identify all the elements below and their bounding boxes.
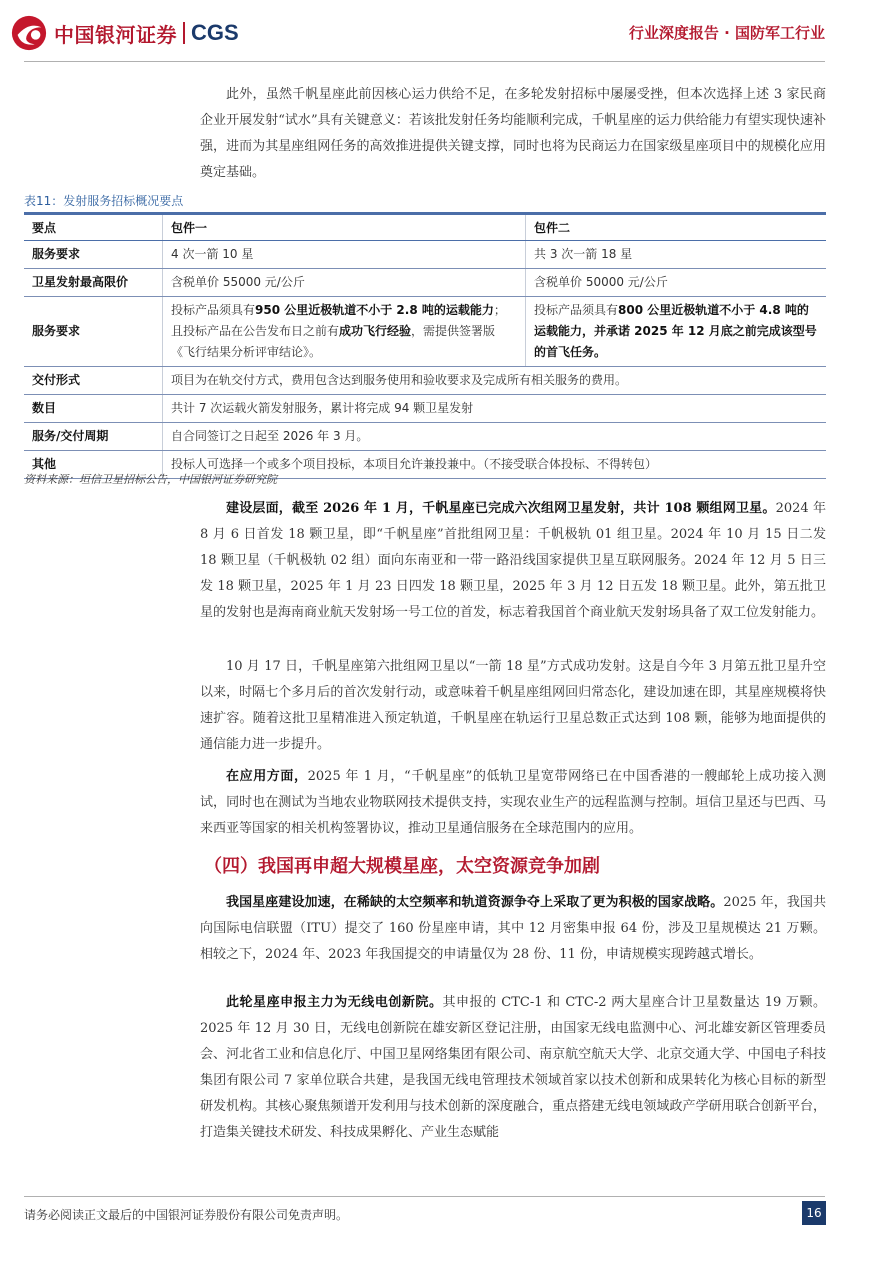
table-header-cell: 包件一 (163, 214, 526, 241)
row-key: 交付形式 (24, 367, 163, 395)
cell-text: ；且投标产品在公告发布日之前有 (171, 303, 506, 338)
cgs-logo-icon (10, 14, 48, 52)
table-row (24, 241, 826, 269)
row-key: 其他 (24, 451, 163, 479)
row-key: 服务要求 (24, 241, 163, 269)
radio-institute-paragraph (200, 990, 826, 1146)
row-cell: 含税单价 50000 元/公斤 (526, 269, 827, 297)
sixth-launch-paragraph: 10 月 17 日，千帆星座第六批组网卫星以“一箭 18 星”方式成功发射。这是自今年 3 月第五批卫星升空以来，时隔七个多月后的首次发射行动，或意味着千帆星座组网回归常态化，建设加速在即，其星座规模将快速扩容。随着这批卫星精准进入预定轨道，千帆星座在轨运行卫星总数正式达到 108 颗，能够为地面提供的通信能力进一步提升。 (200, 659, 826, 752)
row-key: 服务/交付周期 (24, 423, 163, 451)
paragraph-body: 2024 年 8 月 6 日首发 18 颗卫星，即“千帆星座”首批组网卫星：千帆极轨 01 组卫星。2024 年 10 月 15 日二发 18 颗卫星（千帆极轨 02 组）面向东南亚和一带一路沿线国家提供卫星互联网服务。2024 年 12 月 5 日三发 18 颗卫星，2025 年 1 月 23 日四发 18 颗卫星，2025 年 3 月 12 日五发 18 颗卫星。此外，第五批卫星的发射也是海南商业航天发射场一号工位的首发，标志着我国首个商业航天发射场具备了双工位发射能力。 (200, 501, 826, 620)
application-paragraph (200, 764, 826, 842)
table-header-row (24, 214, 826, 241)
cell-bold-text: 950 公里近极轨道不小于 2.8 吨的运载能力 (255, 303, 494, 317)
row-key: 服务要求 (24, 297, 163, 367)
company-logo (10, 14, 239, 52)
paragraph-body: 2025 年，我国共向国际电信联盟（ITU）提交了 160 份星座申请，其中 12 月密集申报 64 份，涉及卫星规模达 21 万颗。相较之下，2024 年、2023 年我国提交的申请量仅为 28 份、11 份，申请规模实现跨越式增长。 (200, 895, 826, 962)
cell-text: 投标产品须具有 (171, 303, 256, 317)
cell-bold-text: 成功飞行经验 (339, 324, 412, 338)
table-header-cell: 要点 (24, 214, 163, 241)
row-cell: 项目为在轨交付方式，费用包含达到服务使用和验收要求及完成所有相关服务的费用。 (163, 367, 827, 395)
section-heading: （四）我国再申超大规模星座，太空资源竞争加剧 (204, 856, 600, 877)
constellation-paragraph (200, 890, 826, 968)
row-key: 数目 (24, 395, 163, 423)
logo-chinese-name: 中国银河证券 (54, 22, 177, 47)
table-header-cell: 包件二 (526, 214, 827, 241)
footer-divider (24, 1196, 825, 1197)
paragraph-lead-bold: 建设层面，截至 2026 年 1 月，千帆星座已完成六次组网卫星发射，共计 108 颗组网卫星。 (226, 501, 776, 516)
logo-english-name: CGS (191, 20, 239, 45)
header-divider (24, 61, 825, 62)
footer-disclaimer: 请务必阅读正文最后的中国银河证券股份有限公司免责声明。 (24, 1208, 349, 1222)
table-row (24, 395, 826, 423)
paragraph-lead-bold: 我国星座建设加速，在稀缺的太空频率和轨道资源争夺上采取了更为积极的国家战略。 (226, 895, 724, 910)
intro-paragraph: 此外，虽然千帆星座此前因核心运力供给不足，在多轮发射招标中屡屡受挫，但本次选择上述 3 家民商企业开展发射“试水”具有关键意义：若该批发射任务均能顺利完成，千帆星座的运力供给能力有望实现快速补强，进而为其星座组网任务的高效推进提供关键支撑，同时也将为民商运力在国家级星座项目中的规模化应用奠定基础。 (200, 87, 826, 180)
table-caption: 表11：发射服务招标概况要点 (24, 194, 184, 208)
row-cell: 共 3 次一箭 18 星 (526, 241, 827, 269)
cell-text: 投标产品须具有 (534, 303, 619, 317)
logo-divider (183, 22, 185, 44)
row-cell (526, 297, 827, 367)
table-row (24, 297, 826, 367)
page-number: 16 (802, 1201, 826, 1225)
construction-paragraph (200, 496, 826, 626)
cell-text: ，需提供签署版《飞行结果分析评审结论》。 (171, 324, 496, 359)
paragraph-lead-bold: 在应用方面， (226, 769, 308, 784)
table-row (24, 367, 826, 395)
row-cell: 自合同签订之日起至 2026 年 3 月。 (163, 423, 827, 451)
row-cell (163, 297, 526, 367)
paragraph-body: 2025 年 1 月，“千帆星座”的低轨卫星宽带网络已在中国香港的一艘邮轮上成功接入测试，同时也在测试为当地农业物联网技术提供支持，实现农业生产的远程监测与控制。垣信卫星还与巴西、马来西亚等国家的相关机构签署协议，推动卫星通信服务在全球范围内的应用。 (200, 769, 826, 836)
page-header (0, 0, 869, 62)
table-row (24, 423, 826, 451)
row-cell: 4 次一箭 10 星 (163, 241, 526, 269)
row-cell: 投标人可选择一个或多个项目投标，本项目允许兼投兼中。（不接受联合体投标、不得转包） (163, 451, 827, 479)
row-cell: 含税单价 55000 元/公斤 (163, 269, 526, 297)
table-source-note: 资料来源：垣信卫星招标公告，中国银河证券研究院 (24, 473, 277, 486)
row-key: 卫星发射最高限价 (24, 269, 163, 297)
cell-bold-text: 800 公里近极轨道不小于 4.8 吨的运载能力，并承诺 2025 年 12 月底之前完成该型号的首飞任务。 (534, 303, 817, 359)
row-cell: 共计 7 次运载火箭发射服务，累计将完成 94 颗卫星发射 (163, 395, 827, 423)
report-type-label: 行业深度报告 · 国防军工行业 (628, 24, 825, 42)
paragraph-lead-bold: 此轮星座申报主力为无线电创新院。 (226, 995, 443, 1010)
paragraph-body: 其申报的 CTC-1 和 CTC-2 两大星座合计卫星数量达 19 万颗。2025 年 12 月 30 日，无线电创新院在雄安新区登记注册，由国家无线电监测中心、河北雄安新区管理委员会、河北省工业和信息化厅、中国卫星网络集团有限公司、南京航空航天大学、北京交通大学、中国电子科技集团有限公司 7 家单位联合共建，是我国无线电管理技术领域首家以技术创新和成果转化为核心目标的新型研发机构。其核心聚焦频谱开发利用与技术创新的深度融合，重点搭建无线电领域政产学研用联合创新平台，打造集关键技术研发、科技成果孵化、产业生态赋能 (200, 995, 826, 1140)
bid-summary-table (24, 212, 826, 479)
table-row (24, 269, 826, 297)
